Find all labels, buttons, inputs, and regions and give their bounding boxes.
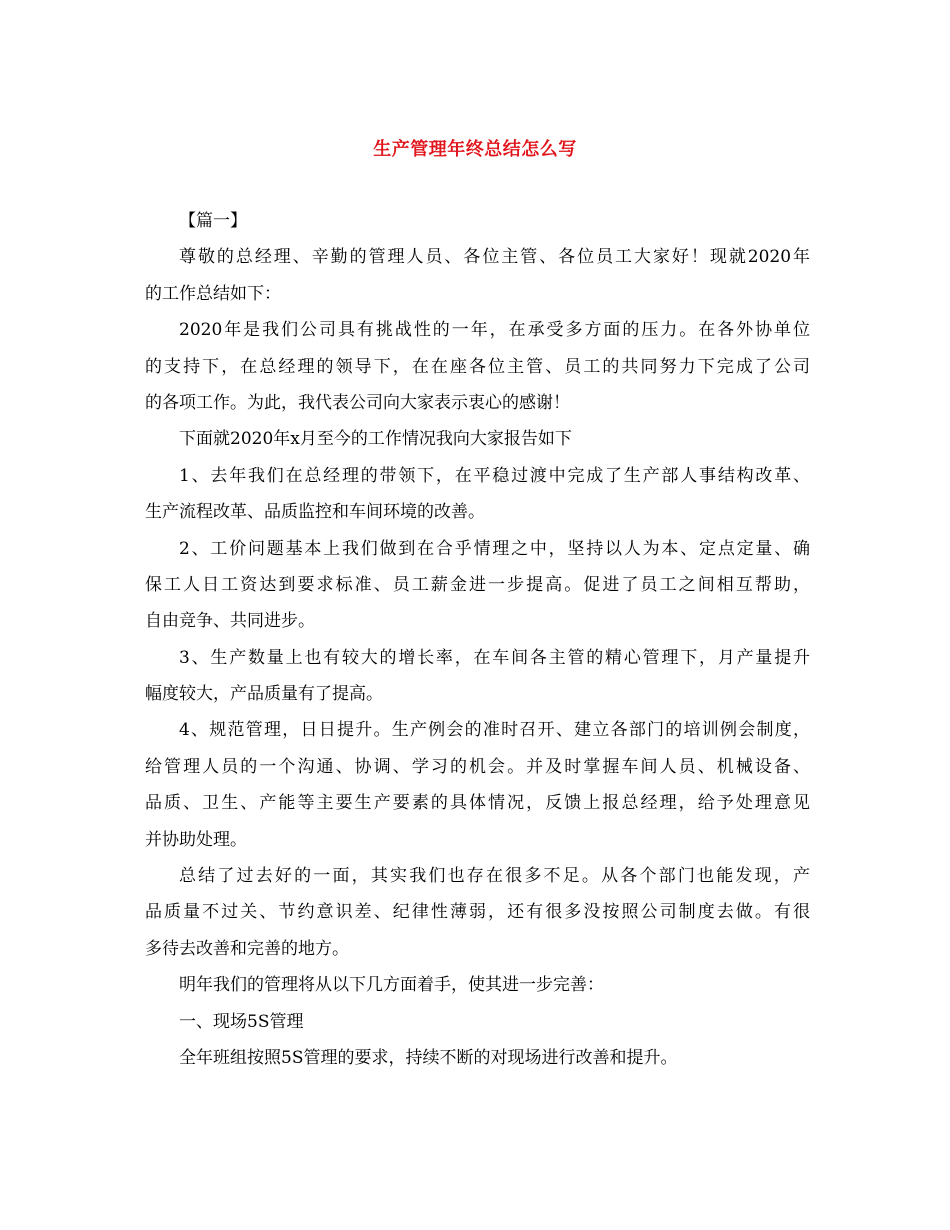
paragraph-line: 明年我们的管理将从以下几方面着手，使其进一步完善： [179, 975, 604, 996]
paragraph-next-year [145, 967, 810, 1003]
section-label: 【篇一】 [179, 211, 247, 231]
paragraph-line: 自由竞争、共同进步。 [145, 611, 315, 632]
section-label-paragraph [145, 203, 810, 239]
paragraph-line: 品质、卫生、产能等主要生产要素的具体情况，反馈上报总经理，给予处理意见 [145, 793, 810, 814]
paragraph-line: 3、生产数量上也有较大的增长率，在车间各主管的精心管理下，月产量提升 [179, 647, 810, 668]
paragraph-item-1 [145, 458, 810, 531]
paragraph-line: 保工人日工资达到要求标准、员工薪金进一步提高。促进了员工之间相互帮助， [145, 574, 810, 595]
paragraph-line: 多待去改善和完善的地方。 [145, 938, 349, 959]
paragraph-line: 全年班组按照5S管理的要求，持续不断的对现场进行改善和提升。 [179, 1047, 678, 1068]
paragraph-line: 的各项工作。为此，我代表公司向大家表示衷心的感谢！ [145, 392, 570, 413]
paragraph-line: 幅度较大，产品质量有了提高。 [145, 684, 383, 705]
paragraph-line: 2、工价问题基本上我们做到在合乎情理之中，坚持以人为本、定点定量、确 [179, 538, 810, 559]
heading-5s [145, 1004, 810, 1040]
paragraph-line: 一、现场5S管理 [179, 1011, 304, 1032]
paragraph-line: 下面就2020年x月至今的工作情况我向大家报告如下 [179, 429, 572, 450]
paragraph-5s [145, 1040, 810, 1076]
paragraph-line: 2020年是我们公司具有挑战性的一年，在承受多方面的压力。在各外协单位 [179, 320, 810, 341]
paragraph-item-2 [145, 531, 810, 640]
paragraph-line: 生产流程改革、品质监控和车间环境的改善。 [145, 502, 485, 523]
paragraph-shortcomings [145, 858, 810, 967]
paragraph-item-3 [145, 640, 810, 713]
paragraph-year-overview [145, 312, 810, 421]
paragraph-greeting [145, 239, 810, 312]
paragraph-line: 1、去年我们在总经理的带领下，在平稳过渡中完成了生产部人事结构改革、 [179, 465, 810, 486]
paragraph-line: 给管理人员的一个沟通、协调、学习的机会。并及时掌握车间人员、机械设备、 [145, 756, 810, 777]
paragraph-line: 并协助处理。 [145, 829, 247, 850]
paragraph-line: 的支持下，在总经理的领导下，在在座各位主管、员工的共同努力下完成了公司 [145, 356, 810, 377]
paragraph-line: 总结了过去好的一面，其实我们也存在很多不足。从各个部门也能发现，产 [179, 866, 810, 887]
paragraph-line: 的工作总结如下： [145, 283, 281, 304]
paragraph-line: 品质量不过关、节约意识差、纪律性薄弱，还有很多没按照公司制度去做。有很 [145, 902, 810, 923]
paragraph-item-4 [145, 712, 810, 858]
paragraph-line: 4、规范管理，日日提升。生产例会的准时召开、建立各部门的培训例会制度， [179, 720, 810, 741]
paragraph-line: 尊敬的总经理、辛勤的管理人员、各位主管、各位员工大家好！现就2020年 [179, 247, 810, 268]
document-body [145, 203, 810, 1076]
paragraph-report-intro [145, 421, 810, 457]
document-title: 生产管理年终总结怎么写 [373, 139, 577, 160]
